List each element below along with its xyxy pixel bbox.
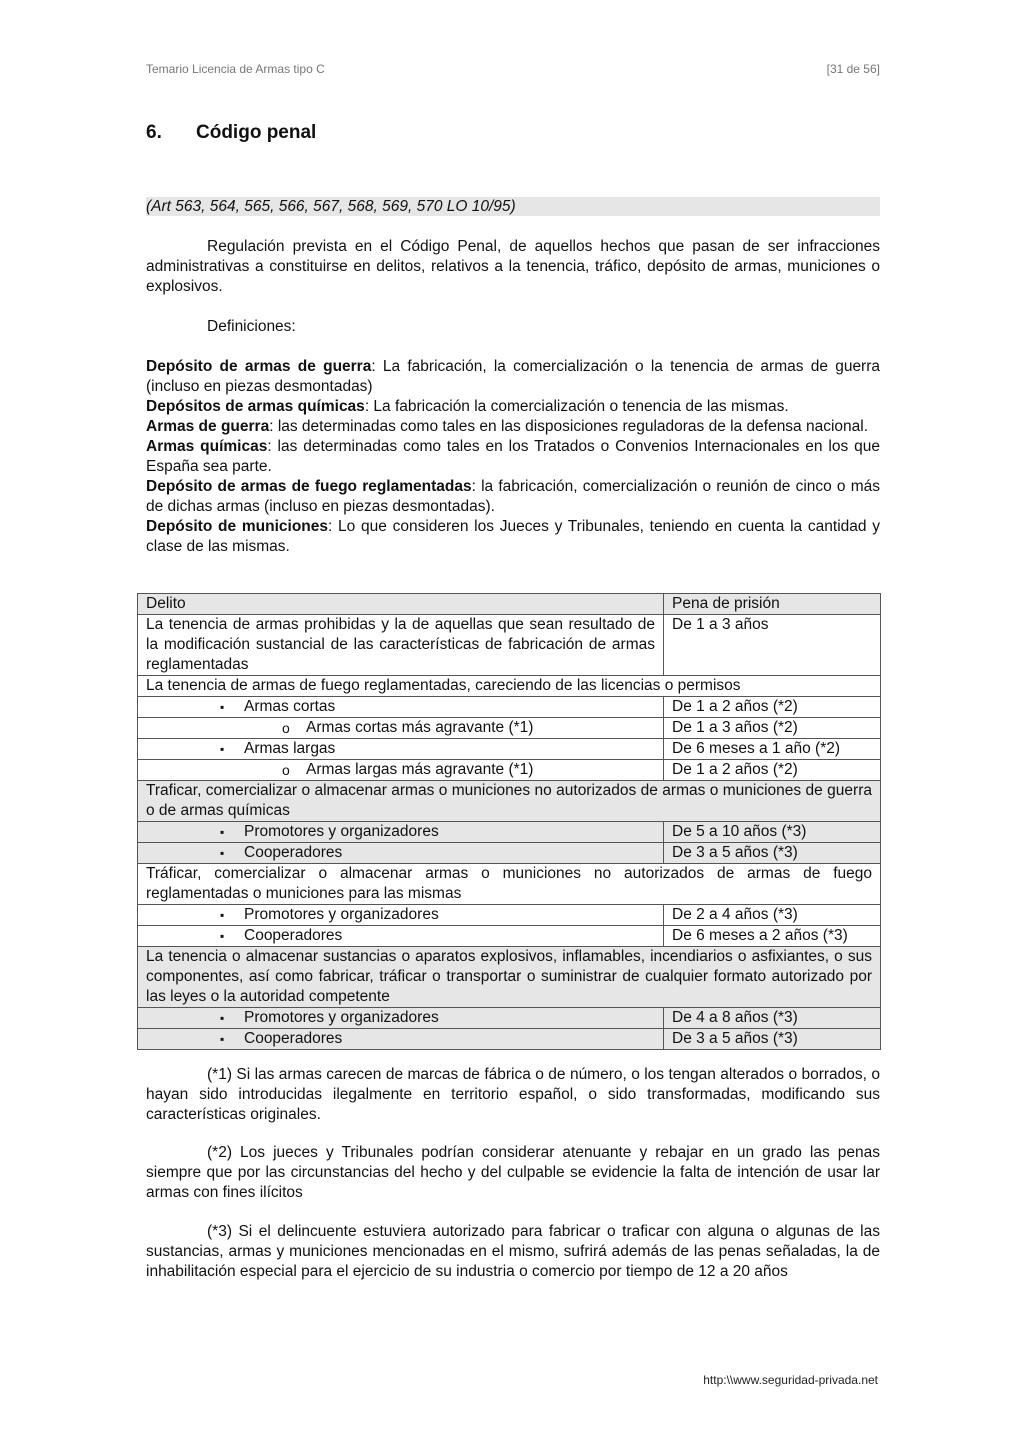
row-pena: De 6 meses a 1 año (*2) [664,739,881,760]
row-delito-text: Armas cortas [244,698,336,715]
definition-item [146,437,880,477]
group-delito: La tenencia o almacenar sustancias o aparatos explosivos, inflamables, incendiarios o asfixiantes, o sus componentes, así como fabricar, tráficar o transportar o suministrar de cualquier formato autorizado por las leyes o la autoridad competente [138,947,881,1008]
definition-term: Armas químicas [146,438,268,455]
table-row [138,760,881,781]
row-pena: De 6 meses a 2 años (*3) [664,926,881,947]
row-pena: De 1 a 2 años (*2) [664,760,881,781]
table-row [138,843,881,864]
row-delito [138,905,664,926]
row-delito-text: Cooperadores [244,1030,343,1047]
row-delito [138,739,664,760]
definition-term: Depósitos de armas químicas [146,398,365,415]
definition-item [146,357,880,397]
row-delito-text: Armas largas más agravante (*1) [306,761,534,778]
row-pena: De 4 a 8 años (*3) [664,1008,881,1029]
row-delito [138,760,664,781]
definition-term: Armas de guerra [146,418,270,435]
definition-item [146,397,880,417]
row-pena: De 5 a 10 años (*3) [664,822,881,843]
table-group-row [138,864,881,905]
table-row [138,697,881,718]
row-pena: De 1 a 3 años [664,615,881,676]
row-pena: De 2 a 4 años (*3) [664,905,881,926]
definition-term: Depósito de armas de fuego reglamentadas [146,478,472,495]
row-delito [138,1029,664,1050]
definition-text: : Lo que consideren los Jueces y Tribunales, teniendo en cuenta la cantidad y clase de las mismas. [146,518,880,555]
row-delito [138,718,664,739]
row-delito [138,697,664,718]
row-delito-text: Promotores y organizadores [244,1009,439,1026]
definition-item [146,417,880,437]
definition-text: : La fabricación la comercialización o tenencia de las mismas. [364,398,789,415]
row-delito [138,1008,664,1029]
row-delito-text: Promotores y organizadores [244,823,439,840]
row-pena: De 1 a 3 años (*2) [664,718,881,739]
note-1: (*1) Si las armas carecen de marcas de fábrica o de número, o los tengan alterados o borrados, o hayan sido introducidas ilegalmente en territorio español, o sido transformadas, modificando sus características originales. [146,1066,880,1123]
row-delito: La tenencia de armas prohibidas y la de aquellas que sean resultado de la modificación sustancial de las características de fabricación de armas reglamentadas [138,615,664,676]
section-title [146,122,316,144]
row-delito-text: Cooperadores [244,927,343,944]
table-row [138,926,881,947]
definition-text: : las determinadas como tales en los Tratados o Convenios Internacionales en los que España sea parte. [146,438,880,475]
definition-item [146,517,880,557]
definition-text: : La fabricación, la comercialización o la tenencia de armas de guerra (incluso en piezas desmontadas) [146,358,881,395]
row-pena: De 1 a 2 años (*2) [664,697,881,718]
table-row [138,1008,881,1029]
table-row [138,615,881,676]
note-2: (*2) Los jueces y Tribunales podrían considerar atenuante y rebajar en un grado las penas siempre que por las circunstancias del hecho y del culpable se evidencie la falta de intención de usar lar armas con fines ilícitos [146,1144,880,1201]
intro-paragraph: Regulación prevista en el Código Penal, de aquellos hechos que pasan de ser infracciones administrativas a constituirse en delitos, relativos a la tenencia, tráfico, depósito de armas, municiones o explosivos. [146,238,880,295]
header-title: Temario Licencia de Armas tipo C [146,62,325,76]
section-number: 6. [146,122,162,143]
row-delito [138,843,664,864]
definition-text: : las determinadas como tales en las disposiciones reguladoras de la defensa nacional. [269,418,869,435]
table-row [138,822,881,843]
group-delito: Tráficar, comercializar o almacenar armas o municiones no autorizados de armas de fuego reglamentadas o municiones para las mismas [138,864,881,905]
row-pena: De 3 a 5 años (*3) [664,843,881,864]
row-delito-text: Armas largas [244,740,336,757]
header-pena: Pena de prisión [664,594,881,615]
note-3: (*3) Si el delincuente estuviera autorizado para fabricar o traficar con alguna o algunas de las sustancias, armas y municiones mencionadas en el mismo, sufrirá además de las penas señaladas, la de inhabilitación especial para el ejercicio de su industria o comercio por tiempo de 12 a 20 años [146,1223,880,1280]
definition-item [146,477,880,517]
table-row [138,718,881,739]
section-title-text: Código penal [196,122,317,143]
definition-text: : la fabricación, comercialización o reunión de cinco o más de dichas armas (incluso en piezas desmontadas). [146,478,880,515]
table-group-row [138,676,881,697]
table-row [138,739,881,760]
row-delito [138,822,664,843]
table-row [138,1029,881,1050]
footer-url: http:\\www.seguridad-privada.net [703,1373,878,1387]
group-delito: Traficar, comercializar o almacenar armas o municiones no autorizados de armas o municiones de guerra o de armas químicas [138,781,881,822]
articles-reference: (Art 563, 564, 565, 566, 567, 568, 569, 570 LO 10/95) [146,197,880,216]
penalties-table [137,593,881,1050]
definitions-list [146,357,880,557]
definition-term: Depósito de armas de guerra [146,358,372,375]
row-delito [138,926,664,947]
definition-term: Depósito de municiones [146,518,328,535]
table-group-row [138,781,881,822]
table-group-row [138,947,881,1008]
row-delito-text: Armas cortas más agravante (*1) [306,719,534,736]
row-pena: De 3 a 5 años (*3) [664,1029,881,1050]
header-delito: Delito [138,594,664,615]
table-header-row [138,594,881,615]
table-row [138,905,881,926]
row-delito-text: Promotores y organizadores [244,906,439,923]
group-delito: La tenencia de armas de fuego reglamentadas, careciendo de las licencias o permisos [138,676,881,697]
definitions-heading: Definiciones: [207,318,296,335]
row-delito-text: Cooperadores [244,844,343,861]
page-number: [31 de 56] [826,62,880,76]
